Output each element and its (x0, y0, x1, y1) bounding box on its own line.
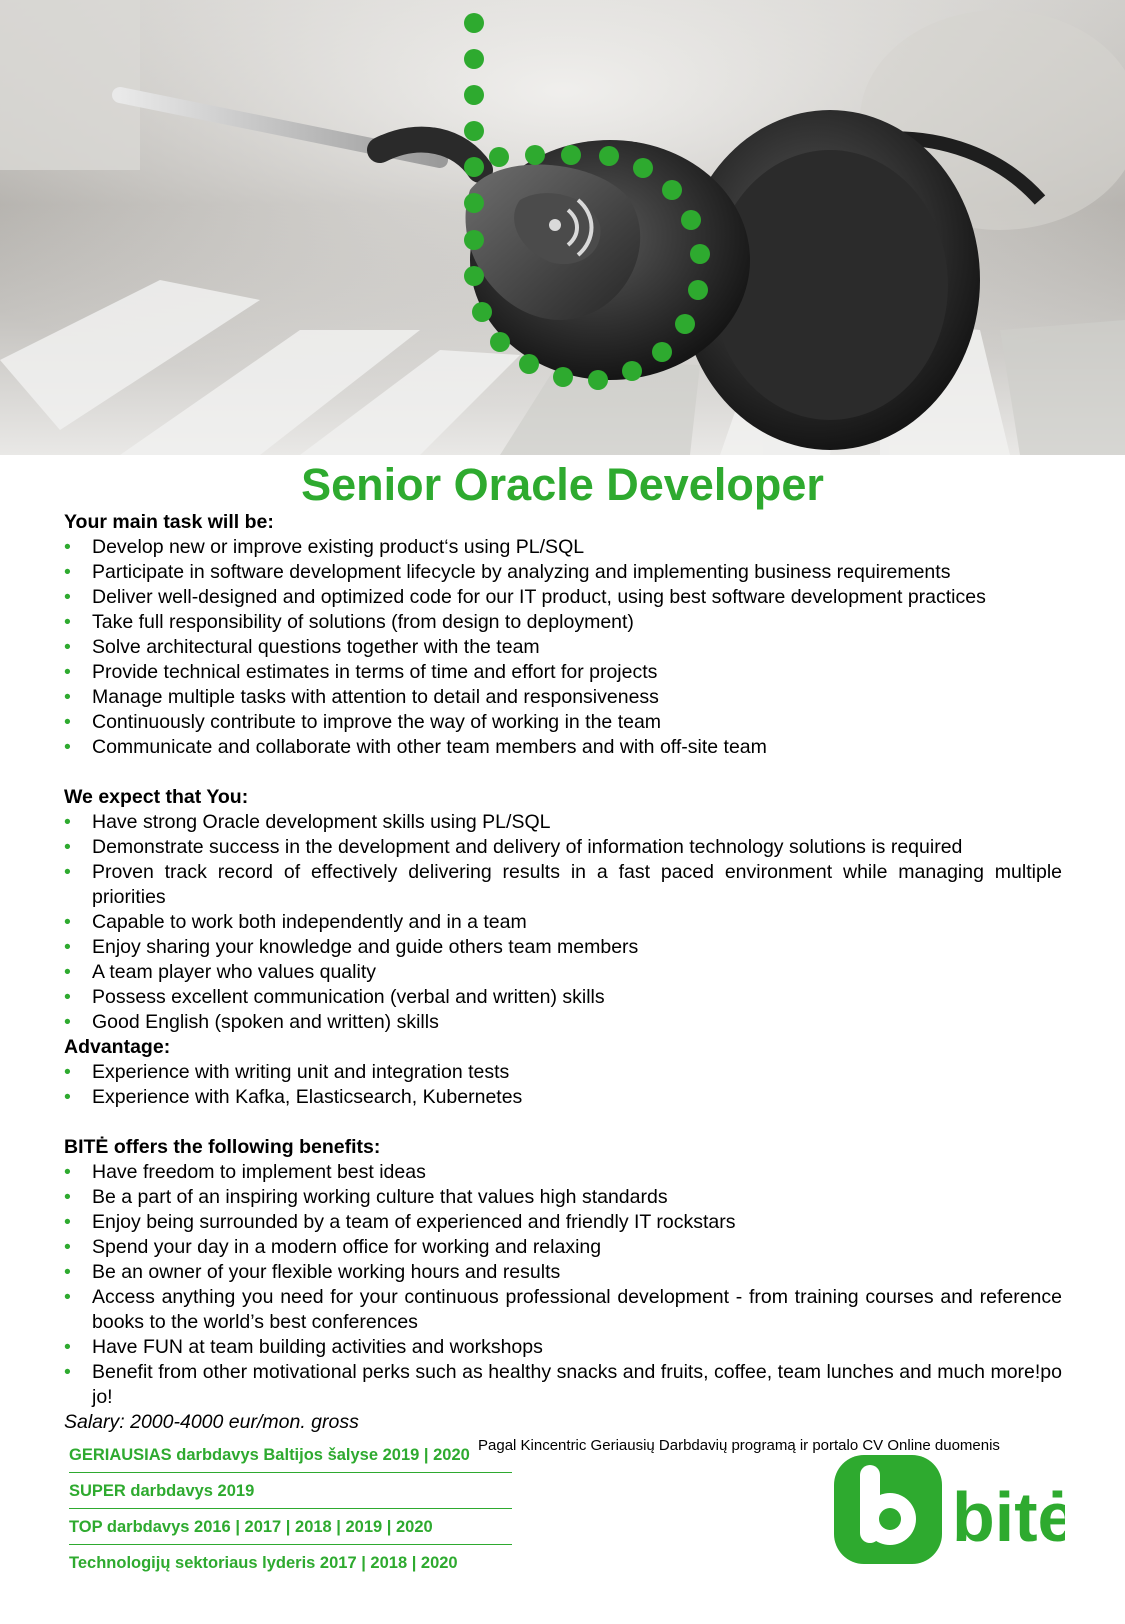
advantage-list (64, 1060, 1062, 1110)
hero-image (0, 0, 1125, 455)
list-item: • Enjoy sharing your knowledge and guide others team members (64, 935, 1062, 960)
list-item: • Communicate and collaborate with other team members and with off-site team (64, 735, 1062, 760)
list-item: • Take full responsibility of solutions (from design to deployment) (64, 610, 1062, 635)
list-item: • Have FUN at team building activities and workshops (64, 1335, 1062, 1360)
list-item: • Have freedom to implement best ideas (64, 1160, 1062, 1185)
bite-logo (834, 1455, 1065, 1564)
list-item: • Spend your day in a modern office for working and relaxing (64, 1235, 1062, 1260)
benefits-list (64, 1160, 1062, 1410)
tasks-heading: Your main task will be: (64, 511, 274, 533)
list-item: • Enjoy being surrounded by a team of experienced and friendly IT rockstars (64, 1210, 1062, 1235)
list-item: • Experience with writing unit and integration tests (64, 1060, 1062, 1085)
awards-list (69, 1437, 512, 1581)
list-item: • Deliver well-designed and optimized code for our IT product, using best software development practices (64, 585, 1062, 610)
job-description (64, 510, 1062, 1435)
award-item: TOP darbdavys 2016 | 2017 | 2018 | 2019 | 2020 (69, 1509, 512, 1545)
list-item: • Manage multiple tasks with attention to detail and responsiveness (64, 685, 1062, 710)
headset-photo (0, 0, 1125, 455)
page-title: Senior Oracle Developer (301, 459, 824, 510)
award-item: GERIAUSIAS darbdavys Baltijos šalyse 2019 | 2020 (69, 1437, 512, 1473)
list-item: • Good English (spoken and written) skills (64, 1010, 1062, 1035)
salary-text: Salary: 2000-4000 eur/mon. gross (64, 1411, 359, 1433)
list-item: • Have strong Oracle development skills using PL/SQL (64, 810, 1062, 835)
list-item: • Be an owner of your flexible working hours and results (64, 1260, 1062, 1285)
logo-wordmark: bitė (952, 1478, 1065, 1556)
list-item: • Benefit from other motivational perks such as healthy snacks and fruits, coffee, team lunches and much more!po jo! (64, 1360, 1062, 1410)
list-item: • A team player who values quality (64, 960, 1062, 985)
award-item: SUPER darbdavys 2019 (69, 1473, 512, 1509)
list-item: • Participate in software development lifecycle by analyzing and implementing business requirements (64, 560, 1062, 585)
list-item: • Demonstrate success in the development and delivery of information technology solutions is required (64, 835, 1062, 860)
list-item: • Proven track record of effectively delivering results in a fast paced environment while managing multiple priorities (64, 860, 1062, 910)
expect-heading: We expect that You: (64, 786, 249, 808)
list-item: • Experience with Kafka, Elasticsearch, Kubernetes (64, 1085, 1062, 1110)
list-item: • Provide technical estimates in terms of time and effort for projects (64, 660, 1062, 685)
list-item: • Develop new or improve existing product‘s using PL/SQL (64, 535, 1062, 560)
expect-list (64, 810, 1062, 1035)
list-item: • Possess excellent communication (verbal and written) skills (64, 985, 1062, 1010)
award-item: Technologijų sektoriaus lyderis 2017 | 2018 | 2020 (69, 1554, 458, 1572)
tasks-list (64, 535, 1062, 760)
source-note: Pagal Kincentric Geriausių Darbdavių programą ir portalo CV Online duomenis (478, 1437, 1000, 1454)
list-item: • Solve architectural questions together with the team (64, 635, 1062, 660)
list-item: • Capable to work both independently and in a team (64, 910, 1062, 935)
list-item: • Continuously contribute to improve the way of working in the team (64, 710, 1062, 735)
advantage-heading: Advantage: (64, 1036, 171, 1058)
benefits-heading: BITĖ offers the following benefits: (64, 1136, 381, 1158)
list-item: • Be a part of an inspiring working culture that values high standards (64, 1185, 1062, 1210)
list-item: • Access anything you need for your continuous professional development - from training courses and reference books to the world’s best conferences (64, 1285, 1062, 1335)
